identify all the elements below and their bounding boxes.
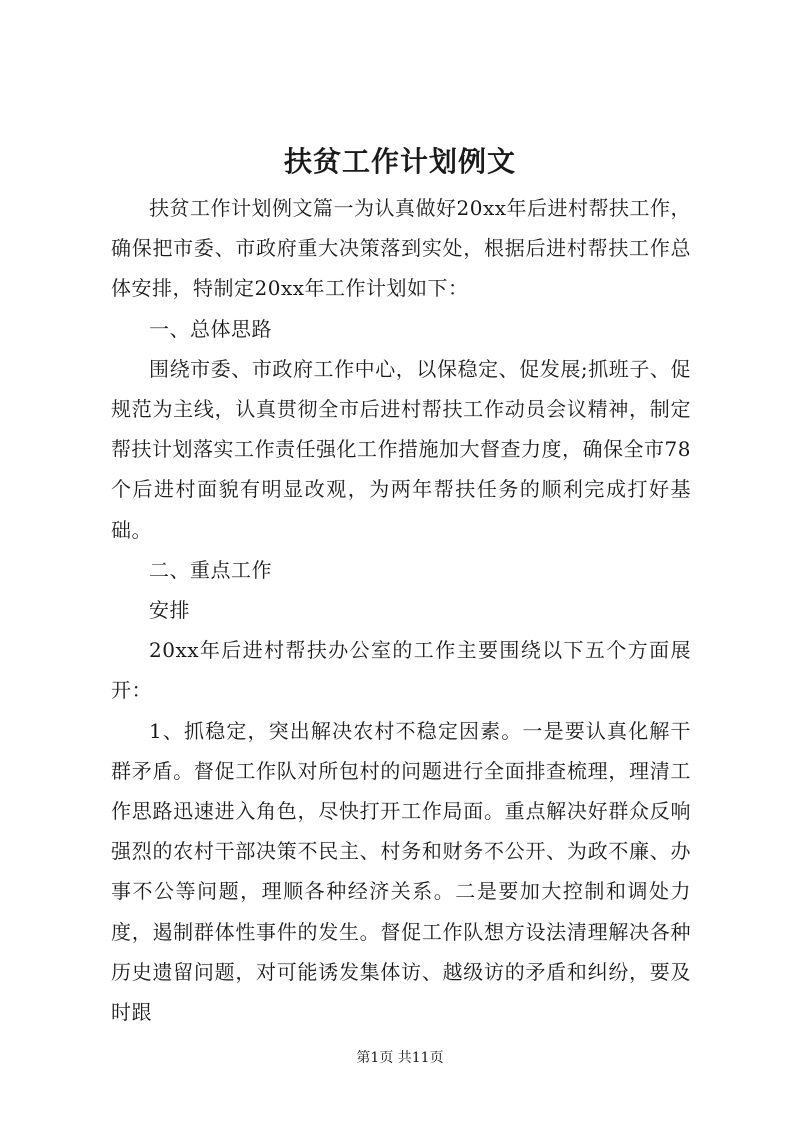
page-footer: 第1页 共11页: [356, 1050, 444, 1066]
heading-key-work: 二、重点工作: [149, 557, 272, 582]
heading-arrangement: 安排: [149, 598, 190, 623]
paragraph-five-aspects: 20xx年后进村帮扶办公室的工作主要围绕以下五个方面展开：: [111, 638, 691, 703]
paragraph-overall-approach: 围绕市委、市政府工作中心，以保稳定、促发展;抓班子、促规范为主线，认真贯彻全市后进村帮扶工作动员会议精神，制定帮扶计划落实工作责任强化工作措施加大督查力度，确保全市78个后进村面貌有明显改观，为两年帮扶任务的顺利完成打好基础。: [111, 356, 691, 542]
paragraph-stability: 1、抓稳定，突出解决农村不稳定因素。一是要认真化解干群矛盾。督促工作队对所包村的问题进行全面排查梳理，理清工作思路迅速进入角色，尽快打开工作局面。重点解决好群众反响强烈的农村干部决策不民主、村务和财务不公开、为政不廉、办事不公等问题，理顺各种经济关系。二是要加大控制和调处力度，遏制群体性事件的发生。督促工作队想方设法清理解决各种历史遗留问题，对可能诱发集体访、越级访的矛盾和纠纷，要及时跟: [111, 718, 691, 1025]
paragraph-intro: 扶贫工作计划例文篇一为认真做好20xx年后进村帮扶工作，确保把市委、市政府重大决策落到实处，根据后进村帮扶工作总体安排，特制定20xx年工作计划如下：: [111, 196, 692, 301]
document-body: [111, 188, 691, 1032]
document-title: 扶贫工作计划例文: [283, 145, 516, 178]
heading-overall-approach: 一、总体思路: [149, 316, 272, 341]
